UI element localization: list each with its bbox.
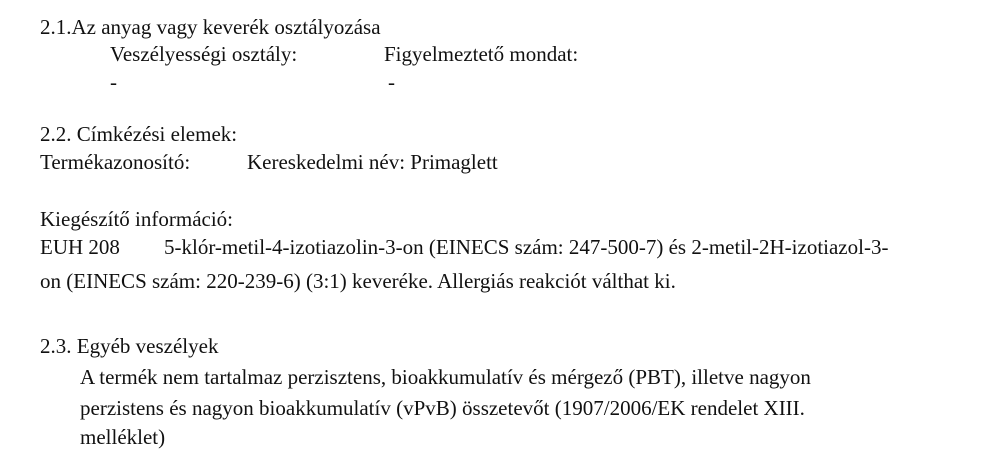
- section-2-1-heading: 2.1.Az anyag vagy keverék osztályozása: [40, 15, 381, 39]
- other-hazards-line-2: perzistens és nagyon bioakkumulatív (vPvB) összetevőt (1907/2006/EK rendelet XIII.: [80, 396, 805, 420]
- hazard-class-value: -: [110, 70, 117, 94]
- trade-name: Kereskedelmi név: Primaglett: [247, 150, 498, 174]
- euh-text-line-1: 5-klór-metil-4-izotiazolin-3-on (EINECS szám: 247-500-7) és 2-metil-2H-izotiazol-3-: [164, 235, 889, 259]
- other-hazards-line-1: A termék nem tartalmaz perzisztens, bioakkumulatív és mérgező (PBT), illetve nagyon: [80, 365, 811, 389]
- euh-text-line-2: on (EINECS szám: 220-239-6) (3:1) keveréke. Allergiás reakciót válthat ki.: [40, 269, 676, 293]
- section-2-2-heading: 2.2. Címkézési elemek:: [40, 122, 238, 146]
- section-2-3-heading: 2.3. Egyéb veszélyek: [40, 334, 219, 358]
- euh-code: EUH 208: [40, 235, 120, 259]
- hazard-statement-value: -: [388, 70, 395, 94]
- hazard-statement-label: Figyelmeztető mondat:: [384, 42, 579, 66]
- other-hazards-line-3: melléklet): [80, 425, 166, 449]
- supplementary-info-heading: Kiegészítő információ:: [40, 207, 234, 231]
- hazard-class-label: Veszélyességi osztály:: [110, 42, 298, 66]
- product-id-label: Termékazonosító:: [40, 150, 191, 174]
